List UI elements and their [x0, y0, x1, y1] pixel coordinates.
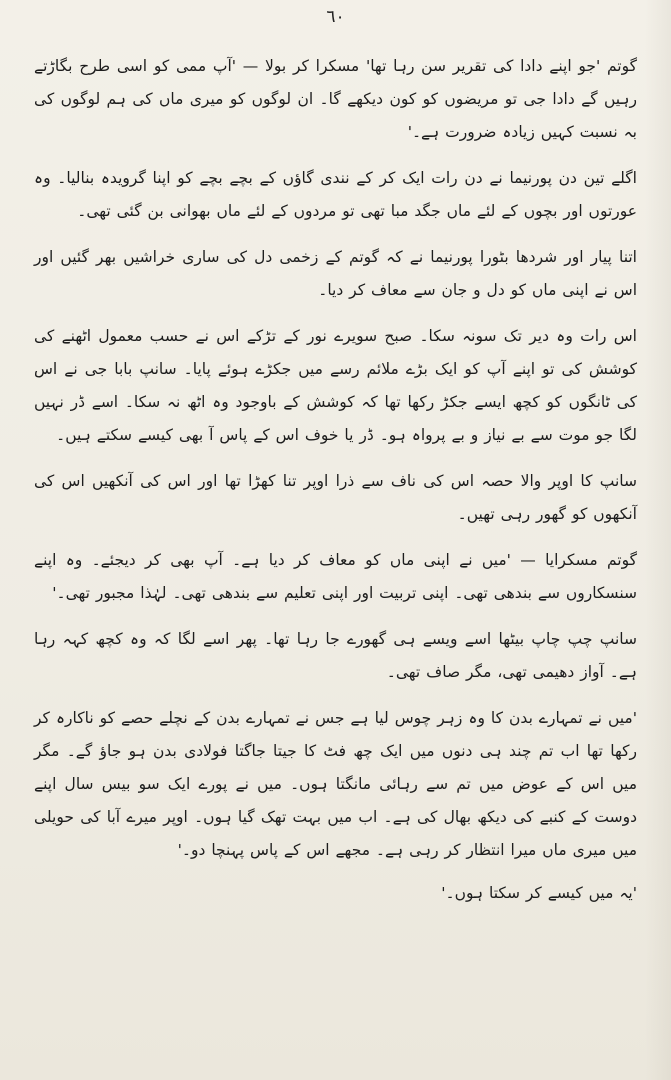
paragraph-6: گوتم مسکرایا — 'میں نے اپنی ماں کو معاف کر دیا ہے۔ آپ بھی کر دیجئے۔ وہ اپنے سنسکاروں سے بندھی تھی۔ اپنی تربیت اور اپنی تعلیم سے بندھی تھی۔ لہٰذا مجبور تھی۔' [34, 551, 637, 602]
paragraph-8: 'میں نے تمہارے بدن کا وہ زہر چوس لیا ہے جس نے تمہارے بدن کے نچلے حصے کو ناکارہ کر رکھا تھا اب تم چند ہی دنوں میں ایک چھ فٹ کا جیتا جاگتا فولادی بدن ہو جاؤ گے۔ مگر میں اس کے عوض میں تم سے رہائی مانگتا ہوں۔ میں نے پورے ایک سو بیس سال اپنے دوست کے کنبے کی دیکھ بھال کی ہے۔ اب میں بہت تھک گیا ہوں۔ اوپر میرے آبا کی حویلی میں میری ماں میرا انتظار کر رہی ہے۔ مجھے اس کے پاس پہنچا دو۔' [34, 709, 637, 859]
paragraph-2: اگلے تین دن پورنیما نے دن رات ایک کر کے نندی گاؤں کے بچے بچے کو اپنا گرویدہ بنالیا۔ وہ عورتوں اور بچوں کے لئے ماں جگد مبا تھی تو مردوں کے لئے ماں بھوانی بن گئی تھی۔ [34, 169, 637, 220]
paragraph-7: سانپ چپ چاپ بیٹھا اسے ویسے ہی گھورے جا رہا تھا۔ پھر اسے لگا کہ وہ کچھ کہہ رہا ہے۔ آواز دھیمی تھی، مگر صاف تھی۔ [34, 630, 637, 681]
paragraph-1: گوتم 'جو اپنے دادا کی تقریر سن رہا تھا' مسکرا کر بولا — 'آپ ممی کو اسی طرح بگاڑتے رہیں گے دادا جی تو مریضوں کو کون دیکھے گا۔ ان لوگوں کو میری ماں کی ہم لوگوں کی بہ نسبت کہیں زیادہ ضرورت ہے۔' [34, 57, 637, 141]
page-number: ٦٠ [326, 7, 345, 27]
paragraph-4: اس رات وہ دیر تک سونہ سکا۔ صبح سویرے نور کے تڑکے اس نے حسب معمول اٹھنے کی کوشش کی تو اپنے آپ کو ایک بڑے ملائم رسے میں جکڑے ہوئے پایا۔ سانپ بابا جی نے اس کی ٹانگوں کو کچھ ایسے جکڑ رکھا تھا کہ کوشش کے باوجود وہ اٹھ نہ سکا۔ اسے ڈر نہیں لگا جو موت سے بے نیاز و بے پرواہ ہو۔ ڈر یا خوف اس کے پاس آ بھی کیسے سکتے ہیں۔ [34, 327, 637, 444]
paragraph-9: 'یہ میں کیسے کر سکتا ہوں۔' [441, 884, 637, 902]
page-body [34, 50, 637, 910]
page-edge-shadow [645, 0, 671, 1080]
paragraph-5: سانپ کا اوپر والا حصہ اس کی ناف سے ذرا اوپر تنا کھڑا تھا اور اس کی آنکھیں اس کی آنکھوں کو گھور رہی تھیں۔ [34, 472, 637, 523]
paragraph-3: اتنا پیار اور شردھا بٹورا پورنیما نے کہ گوتم کے زخمی دل کی ساری خراشیں بھر گئیں اور اس نے اپنی ماں کو دل و جان سے معاف کر دیا۔ [34, 248, 637, 299]
